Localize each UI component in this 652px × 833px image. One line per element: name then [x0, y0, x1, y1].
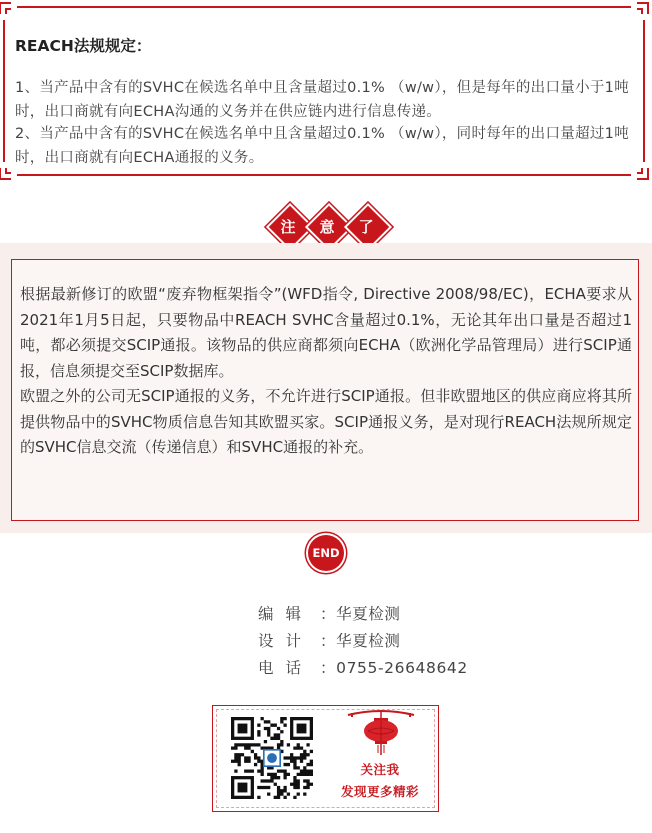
notice-body — [20, 282, 632, 461]
notice-panel — [11, 259, 639, 521]
colon: ： — [320, 632, 337, 650]
editor-label: 编辑 — [258, 605, 314, 623]
design-value: 华夏检测 — [336, 632, 401, 650]
corner-ornament — [631, 2, 649, 20]
notice-badge — [268, 207, 386, 247]
corner-ornament — [0, 2, 17, 20]
qr-code-icon[interactable] — [231, 717, 313, 799]
reach-rules-box — [3, 6, 645, 176]
phone-value: 0755-26648642 — [336, 659, 468, 677]
editor-line — [258, 602, 401, 624]
lantern-icon — [346, 707, 416, 757]
notice-char: 注 — [280, 218, 296, 236]
follow-tagline: 发现更多精彩 — [340, 784, 419, 799]
reach-title: REACH法规规定： — [15, 37, 152, 55]
colon: ： — [320, 605, 337, 623]
editor-value: 华夏检测 — [336, 605, 401, 623]
phone-line — [258, 656, 468, 678]
phone-label: 电话 — [258, 659, 314, 677]
colon: ： — [320, 659, 337, 677]
design-label: 设计 — [258, 632, 314, 650]
end-badge: END — [308, 535, 344, 571]
design-line — [258, 629, 401, 651]
qr-follow-card[interactable] — [212, 705, 439, 812]
notice-char: 意 — [319, 218, 335, 236]
notice-paragraph: 根据最新修订的欧盟“废弃物框架指令”(WFD指令, Directive 2008/98/EC)，ECHA要求从2021年1月5日起，只要物品中REACH SVHC含量超过0.1%，无论其年出口量是否超过1吨，都必须提交SCIP通报。该物品的供应商都须向ECHA（欧洲化学品管理局）进行SCIP通报，信息须提交至SCIP数据库。 — [20, 285, 632, 380]
notice-paragraph: 欧盟之外的公司无SCIP通报的义务，不允许进行SCIP通报。但非欧盟地区的供应商应将其所提供物品中的SVHC物质信息告知其欧盟买家。SCIP通报义务，是对现行REACH法规所规定的SVHC信息交流（传递信息）和SVHC通报的补充。 — [20, 387, 632, 456]
follow-text: 关注我 — [360, 762, 400, 777]
notice-char: 了 — [358, 218, 374, 236]
reach-rule-item: 2、当产品中含有的SVHC在候选名单中且含量超过0.1% （w/w），同时每年的出口量超过1吨时，出口商就有向ECHA通报的义务。 — [15, 126, 629, 166]
reach-rule-item: 1、当产品中含有的SVHC在候选名单中且含量超过0.1% （w/w），但是每年的出口量小于1吨时，出口商就有向ECHA沟通的义务并在供应链内进行信息传递。 — [15, 80, 629, 120]
